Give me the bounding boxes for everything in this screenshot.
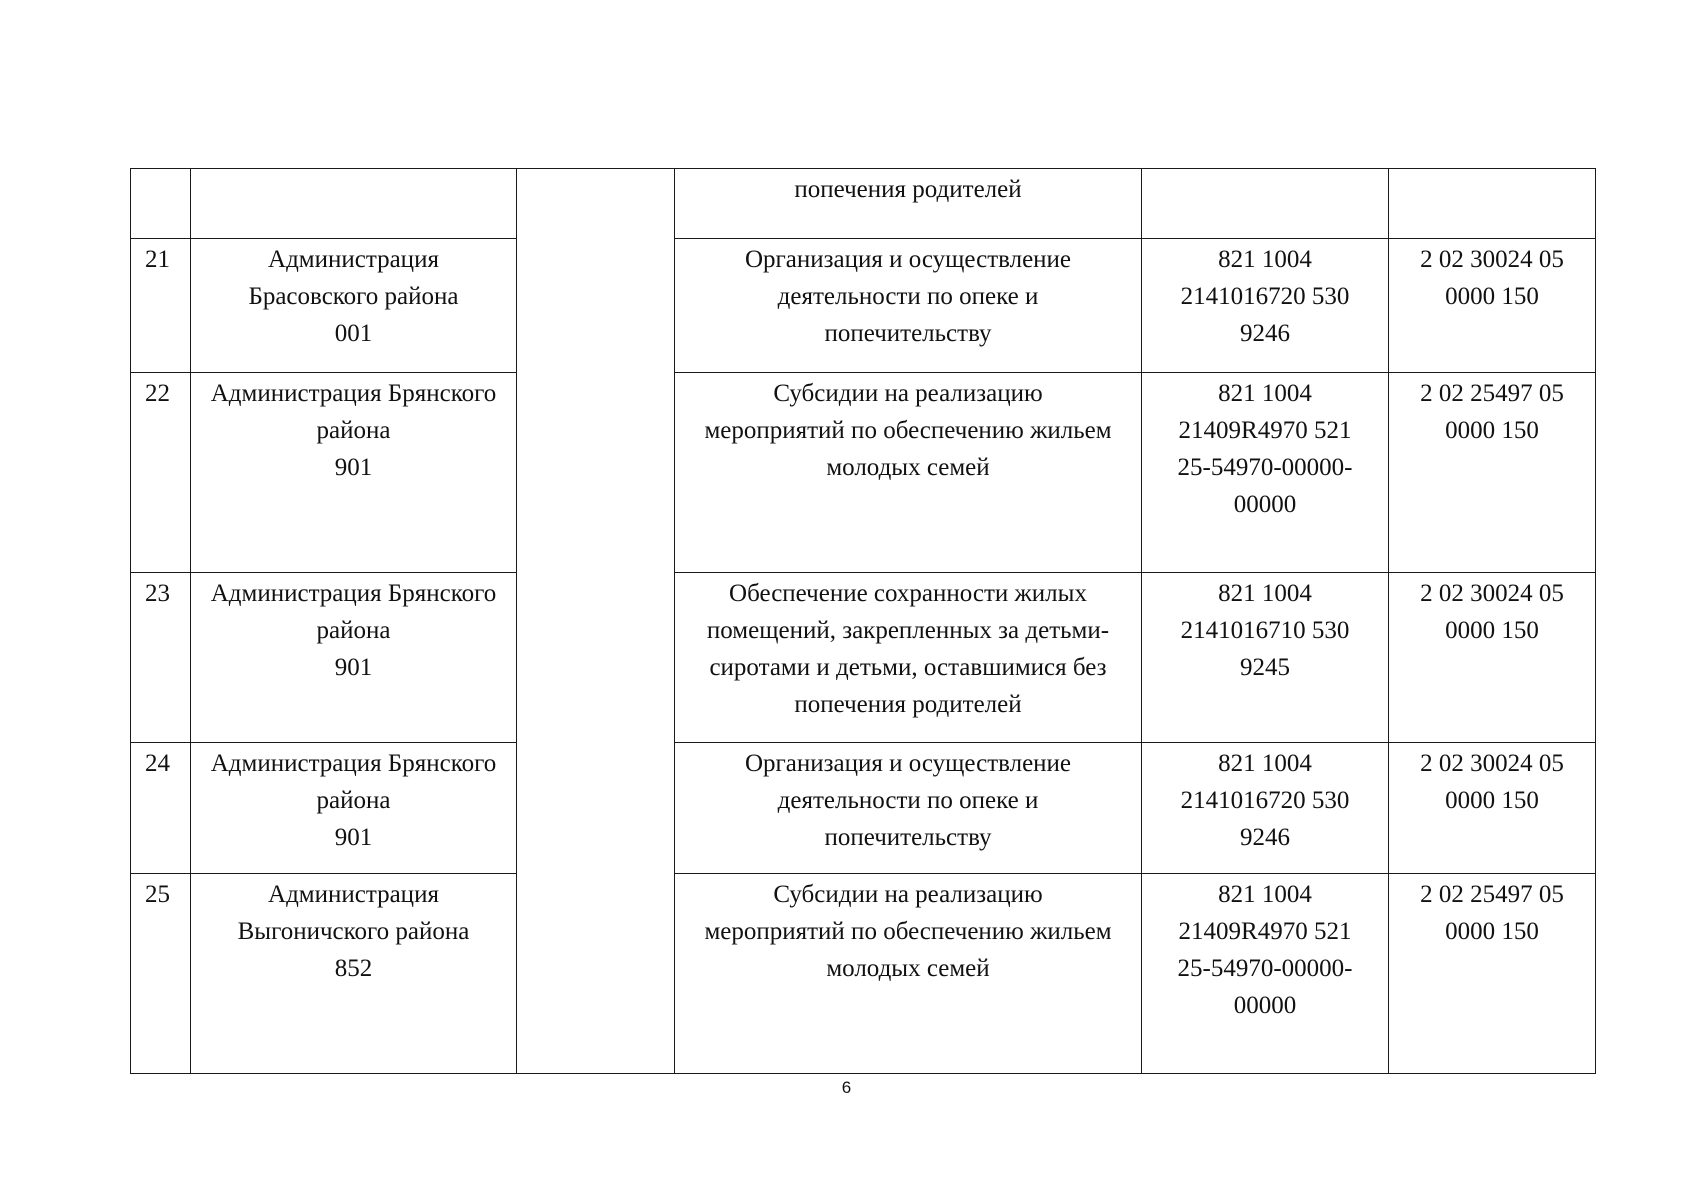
cell-line: Организация и осуществление — [744, 246, 1072, 273]
cell-line: 0000 150 — [1445, 283, 1539, 310]
blank-cell — [517, 373, 675, 573]
cell-line: 901 — [334, 824, 373, 851]
cell-line: Субсидии на реализацию — [773, 881, 1043, 908]
classification-code-cell — [1142, 573, 1389, 743]
cell-line: 2 02 30024 05 — [1420, 750, 1564, 777]
cell-line: деятельности по опеке и — [777, 283, 1039, 310]
cell-line: 0000 150 — [1445, 918, 1539, 945]
budget-code-cell — [1389, 239, 1596, 373]
cell-line: деятельности по опеке и — [777, 787, 1039, 814]
row-number: 23 — [131, 573, 191, 743]
cell-line: 2 02 30024 05 — [1420, 580, 1564, 607]
classification-code-cell — [1142, 373, 1389, 573]
cell-line: Администрация Брянского — [210, 380, 497, 407]
recipient-cell — [191, 743, 517, 874]
cell-line: 821 1004 — [1218, 881, 1312, 908]
cell-line: Субсидии на реализацию — [773, 380, 1043, 407]
blank-cell — [517, 169, 675, 239]
table-row — [131, 239, 1596, 373]
purpose-cell — [675, 239, 1142, 373]
cell-line: попечительству — [824, 824, 992, 851]
cell-line: 21409R4970 521 — [1178, 417, 1352, 444]
cell-line: Администрация Брянского — [210, 750, 497, 777]
cell-line: 9246 — [1240, 320, 1290, 347]
blank-cell — [517, 743, 675, 874]
recipient-cell — [191, 874, 517, 1074]
cell-line: Администрация — [268, 881, 439, 908]
cell-line: 25-54970-00000- — [1177, 454, 1353, 481]
budget-code-cell — [1389, 743, 1596, 874]
blank-cell — [517, 874, 675, 1074]
cell-line: Администрация Брянского — [210, 580, 497, 607]
cell-line: 9246 — [1240, 824, 1290, 851]
cell-line: попечения родителей — [794, 691, 1022, 718]
row-number: 25 — [131, 874, 191, 1074]
cell-line: 001 — [334, 320, 373, 347]
purpose-cell — [675, 743, 1142, 874]
row-number: 22 — [131, 373, 191, 573]
table-row — [131, 373, 1596, 573]
recipient-cell — [191, 573, 517, 743]
cell-line: 0000 150 — [1445, 417, 1539, 444]
cell-line: Брасовского района — [248, 283, 459, 310]
recipient-cell — [191, 169, 517, 239]
budget-code-cell — [1389, 169, 1596, 239]
cell-line: Организация и осуществление — [744, 750, 1072, 777]
table-row — [131, 573, 1596, 743]
cell-line: молодых семей — [826, 454, 990, 481]
cell-line: мероприятий по обеспечению жильем — [704, 918, 1112, 945]
cell-line: помещений, закрепленных за детьми- — [706, 617, 1110, 644]
cell-line: мероприятий по обеспечению жильем — [704, 417, 1112, 444]
row-number: 21 — [131, 239, 191, 373]
cell-line: 2 02 25497 05 — [1420, 380, 1564, 407]
budget-code-cell — [1389, 573, 1596, 743]
cell-line: 00000 — [1233, 491, 1297, 518]
cell-line: 21409R4970 521 — [1178, 918, 1352, 945]
cell-line: молодых семей — [826, 955, 990, 982]
cell-line: 2 02 25497 05 — [1420, 881, 1564, 908]
cell-line: 901 — [334, 654, 373, 681]
classification-code-cell — [1142, 874, 1389, 1074]
cell-line: 852 — [334, 955, 373, 982]
blank-cell — [517, 239, 675, 373]
cell-line: 821 1004 — [1218, 750, 1312, 777]
cell-line: 0000 150 — [1445, 617, 1539, 644]
allocation-table — [130, 168, 1596, 1074]
cell-line: 2141016720 530 — [1180, 787, 1350, 814]
recipient-cell — [191, 373, 517, 573]
cell-line: 821 1004 — [1218, 380, 1312, 407]
table-body — [131, 169, 1596, 1074]
cell-line: попечительству — [824, 320, 992, 347]
blank-cell — [517, 573, 675, 743]
cell-line: сиротами и детьми, оставшимися без — [709, 654, 1107, 681]
classification-code-cell — [1142, 239, 1389, 373]
classification-code-cell — [1142, 743, 1389, 874]
cell-line: 901 — [334, 454, 373, 481]
cell-line: района — [316, 617, 391, 644]
budget-code-cell — [1389, 874, 1596, 1074]
classification-code-cell — [1142, 169, 1389, 239]
purpose-cell — [675, 573, 1142, 743]
cell-line: района — [316, 787, 391, 814]
cell-line: Обеспечение сохранности жилых — [729, 580, 1087, 607]
cell-line: 9245 — [1240, 654, 1290, 681]
cell-line: 2141016710 530 — [1180, 617, 1350, 644]
table-row — [131, 169, 1596, 239]
cell-line: 821 1004 — [1218, 580, 1312, 607]
row-number — [131, 169, 191, 239]
cell-line: Выгоничского района — [237, 918, 470, 945]
budget-code-cell — [1389, 373, 1596, 573]
cell-line: 25-54970-00000- — [1177, 955, 1353, 982]
purpose-cell — [675, 169, 1142, 239]
cell-line: 0000 150 — [1445, 787, 1539, 814]
table-row — [131, 743, 1596, 874]
cell-line: попечения родителей — [794, 176, 1022, 203]
table-row — [131, 874, 1596, 1074]
purpose-cell — [675, 874, 1142, 1074]
cell-line: 2 02 30024 05 — [1420, 246, 1564, 273]
cell-line: 821 1004 — [1218, 246, 1312, 273]
cell-line: 00000 — [1233, 992, 1297, 1019]
page-number: 6 — [841, 1078, 852, 1097]
cell-line: Администрация — [268, 246, 439, 273]
row-number: 24 — [131, 743, 191, 874]
cell-line: 2141016720 530 — [1180, 283, 1350, 310]
cell-line: района — [316, 417, 391, 444]
recipient-cell — [191, 239, 517, 373]
purpose-cell — [675, 373, 1142, 573]
